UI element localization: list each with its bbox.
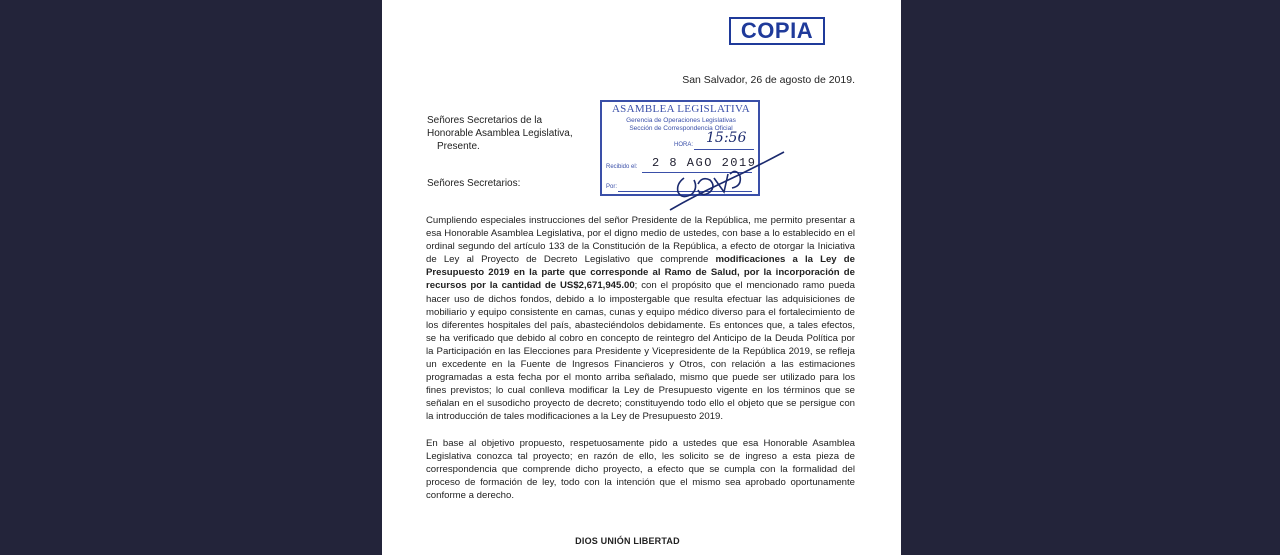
greeting: Señores Secretarios:: [427, 178, 521, 189]
paragraph-1-bold: modificaciones a la Ley de Presupuesto 2019 en la parte que corresponde al Ramo de Salud, por la incorporación de recursos por la cantidad de US$2,671,945.00: [426, 254, 855, 292]
copia-stamp: [729, 17, 825, 45]
closing-motto: [382, 536, 901, 546]
addressee-line: Señores Secretarios de la: [427, 115, 543, 126]
stamp-received-date: 2 8 AGO 2019: [652, 156, 757, 170]
stamp-hora-label: HORA:: [674, 142, 694, 148]
paragraph-2: En base al objetivo propuesto, respetuosamente pido a ustedes que esa Honorable Asamblea Legislativa conozca tal proyecto; en razón de ello, les solicito se de ingreso a esta pieza de correspondencia que comprende dicho proyecto, a efecto que se cumpla con la formalidad del proceso de formación de ley, todo con la intención que el mismo sea aprobado oportunamente conforme a derecho.: [426, 437, 855, 501]
letter-body: [426, 214, 855, 515]
stamp-recibido-label: Recibido el:: [606, 164, 638, 170]
stamp-title: ASAMBLEA LEGISLATIVA: [611, 103, 751, 115]
addressee-line: Presente.: [437, 141, 480, 152]
document-page: [382, 0, 901, 555]
date-line: San Salvador, 26 de agosto de 2019.: [682, 74, 855, 86]
paragraph-1: [426, 214, 855, 424]
addressee-line: Honorable Asamblea Legislativa,: [427, 128, 573, 139]
closing-motto-text: DIOS UNIÓN LIBERTAD: [575, 536, 680, 546]
stamp-subtitle: Gerencia de Operaciones Legislativas: [626, 117, 736, 124]
paragraph-1-part: ; con el propósito que el mencionado ramo pueda hacer uso de dichos fondos, debido a lo impostergable que resulta efectuar las adquisiciones de mobiliario y equipo consistente en camas, cunas y equipo médico diverso para el fortalecimiento de los diferentes hospitales del país, abasteciéndolos debidamente. Es entonces que, a tales efectos, se ha verificado que debido al cobro en concepto de reintegro del Anticipo de la Deuda Política por la Participación en las Elecciones para Presidente y Vicepresidente de la República 2019, se refleja un excedente en la Fuente de Ingresos Financieros y Otros, con relación a las estimaciones programadas a esta fecha por el monto arriba señalado, mismo que puede ser utilizado para los fines previstos; lo cual conlleva modificar la Ley de Presupuesto vigente en los términos que se señalan en el susodicho proyecto de decreto; constituyendo todo ello el objeto que se persigue con la introducción de tales modificaciones a la Ley de Presupuesto 2019.: [426, 280, 855, 423]
addressee-block: [427, 114, 573, 153]
paragraph-1-part: Cumpliendo especiales instrucciones del señor Presidente de la República, me permito presentar a esa Honorable Asamblea Legislativa, por el digno medio de ustedes, con base a lo establecido en el ordinal segundo del artículo 133 de la Constitución de la República, a efecto de otorgar la Iniciativa de Ley al Proyecto de Decreto Legislativo que comprende: [426, 215, 855, 266]
stamp-hora-handwritten: 15:56: [706, 130, 747, 146]
stamp-subtitle: Sección de Correspondencia Oficial: [629, 125, 733, 132]
handwritten-signature: [634, 148, 794, 218]
stamp-por-label: Por:: [606, 184, 618, 190]
copia-stamp-label: COPIA: [740, 18, 814, 43]
